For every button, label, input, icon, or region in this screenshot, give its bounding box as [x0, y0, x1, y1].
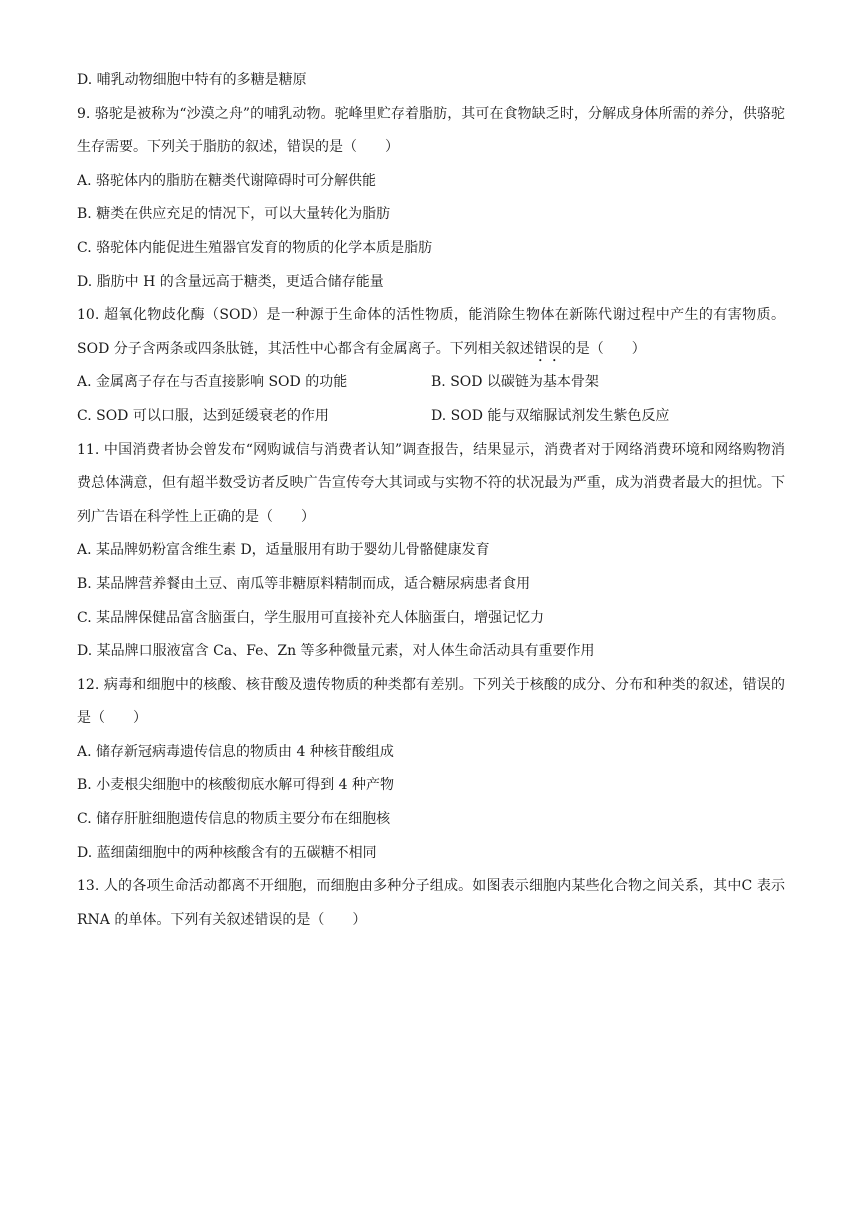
q12-option-d: D. 蓝细菌细胞中的两种核酸含有的五碳糖不相同 [77, 844, 377, 861]
q9-option-b: B. 糖类在供应充足的情况下，可以大量转化为脂肪 [77, 206, 391, 223]
q9-option-d: D. 脂肪中 H 的含量远高于糖类，更适合储存能量 [77, 273, 384, 290]
q10-options-row-1 [77, 366, 785, 400]
q13-stem: 13. 人的各项生命活动都离不开细胞，而细胞由多种分子组成。如图表示细胞内某些化合物之间关系，其中C 表示 RNA 的单体。下列有关叙述错误的是（ ） [77, 878, 785, 928]
q11-option-b: B. 某品牌营养餐由土豆、南瓜等非糖原料精制而成，适合糖尿病患者食用 [77, 575, 531, 592]
q12-option-c: C. 储存肝脏细胞遗传信息的物质主要分布在细胞核 [77, 811, 391, 828]
q10-option-c: C. SOD 可以口服，达到延缓衰老的作用 [77, 407, 329, 424]
q10-options-row-2 [77, 400, 785, 434]
q10-stem-emphasis: 错误 [533, 340, 562, 357]
q10-stem-tail: 的是（ ） [561, 340, 646, 357]
q12-option-a: A. 储存新冠病毒遗传信息的物质由 4 种核苷酸组成 [77, 743, 394, 760]
exam-page [77, 64, 785, 937]
q11-option-a: A. 某品牌奶粉富含维生素 D，适量服用有助于婴幼儿骨骼健康发育 [77, 542, 490, 559]
q11-stem: 11. 中国消费者协会曾发布“网购诚信与消费者认知”调查报告，结果显示，消费者对于网络消费环境和网络购物消费总体满意，但有超半数受访者反映广告宣传夸大其词或与实物不符的状况最为严重，成为消费者最大的担忧。下列广告语在科学性上正确的是（ ） [77, 441, 785, 525]
q10-option-a: A. 金属离子存在与否直接影响 SOD 的功能 [77, 374, 348, 391]
q10-stem-text: 10. 超氧化物歧化酶（SOD）是一种源于生命体的活性物质，能消除生物体在新陈代谢过程中产生的有害物质。SOD 分子含两条或四条肽链，其活性中心都含有金属离子。下列相关叙述 [77, 307, 785, 357]
q9-option-c: C. 骆驼体内能促进生殖器官发育的物质的化学本质是脂肪 [77, 239, 433, 256]
q12-option-b: B. 小麦根尖细胞中的核酸彻底水解可得到 4 种产物 [77, 777, 394, 794]
q8-option-d: D. 哺乳动物细胞中特有的多糖是糖原 [77, 72, 307, 88]
q10-option-b: B. SOD 以碳链为基本骨架 [431, 374, 599, 391]
q11-option-d: D. 某品牌口服液富含 Ca、Fe、Zn 等多种微量元素，对人体生命活动具有重要作用 [77, 643, 595, 660]
q10-stem [77, 299, 785, 366]
q11-option-c: C. 某品牌保健品富含脑蛋白，学生服用可直接补充人体脑蛋白，增强记忆力 [77, 609, 545, 626]
q9-option-a: A. 骆驼体内的脂肪在糖类代谢障碍时可分解供能 [77, 172, 377, 189]
q10-option-d: D. SOD 能与双缩脲试剂发生紫色反应 [431, 407, 670, 424]
q9-stem: 9. 骆驼是被称为“沙漠之舟”的哺乳动物。驼峰里贮存着脂肪，其可在食物缺乏时，分解成身体所需的养分，供骆驼生存需要。下列关于脂肪的叙述，错误的是（ ） [77, 105, 785, 156]
q12-stem: 12. 病毒和细胞中的核酸、核苷酸及遗传物质的种类都有差别。下列关于核酸的成分、分布和种类的叙述，错误的是（ ） [77, 676, 785, 727]
